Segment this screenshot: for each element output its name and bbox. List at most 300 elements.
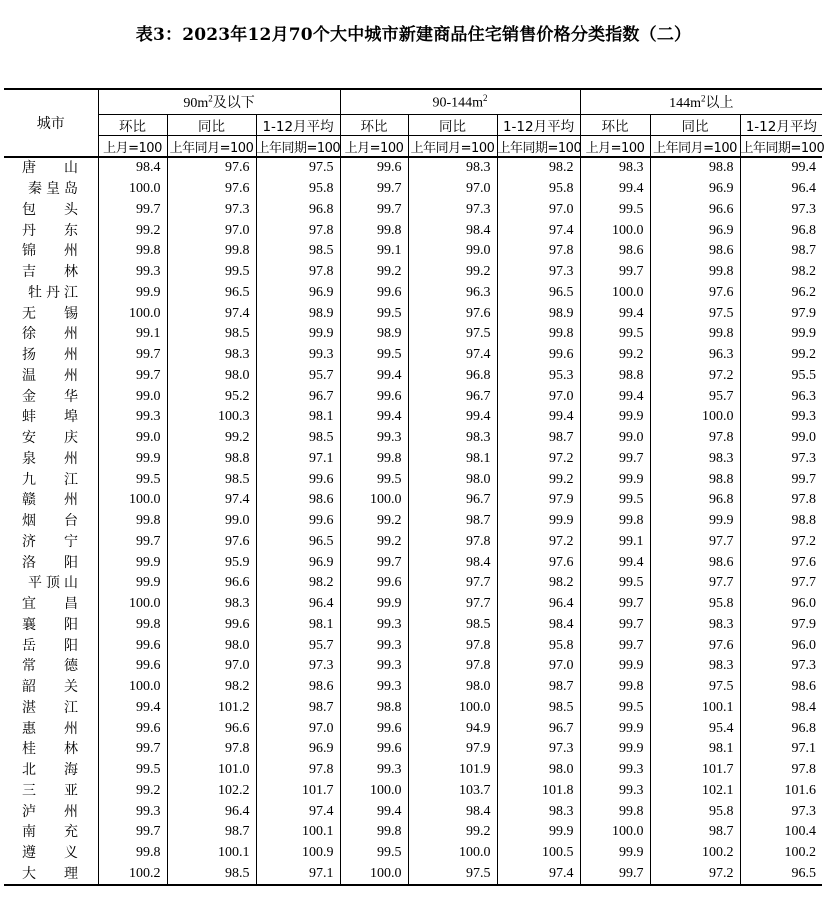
index-value-cell: 97.5 [650, 677, 740, 698]
index-value-cell: 99.2 [98, 220, 167, 241]
index-value-cell: 96.8 [740, 220, 822, 241]
index-value-cell: 97.0 [167, 656, 256, 677]
city-name: 牡丹江 [28, 284, 82, 301]
index-value-cell: 98.4 [408, 801, 497, 822]
index-value-cell: 94.9 [408, 718, 497, 739]
index-value-cell: 97.5 [256, 157, 340, 179]
index-value-cell: 98.2 [497, 157, 580, 179]
group-header-small: $90m^2$及以下 [98, 89, 340, 115]
city-name: 金 华 [22, 388, 78, 405]
index-value-cell: 97.6 [650, 635, 740, 656]
city-cell [4, 573, 98, 594]
index-value-cell: 95.8 [256, 179, 340, 200]
index-value-cell: 99.3 [580, 760, 650, 781]
index-value-cell: 99.3 [580, 781, 650, 802]
city-cell [4, 366, 98, 387]
index-value-cell: 99.5 [167, 262, 256, 283]
index-value-cell: 99.5 [98, 760, 167, 781]
index-value-cell: 99.7 [98, 200, 167, 221]
index-value-cell: 99.8 [98, 241, 167, 262]
base-header-avg: 上年同期=100 [497, 136, 580, 158]
city-cell [4, 220, 98, 241]
table-row [4, 345, 822, 366]
index-value-cell: 98.8 [650, 157, 740, 179]
group-header-medium: $90-144m^2$ [340, 89, 580, 115]
index-value-cell: 96.8 [740, 718, 822, 739]
index-value-cell: 98.1 [408, 449, 497, 470]
index-value-cell: 97.0 [256, 718, 340, 739]
table-row [4, 283, 822, 304]
base-header-avg: 上年同期=100 [256, 136, 340, 158]
index-value-cell: 97.7 [650, 573, 740, 594]
city-cell [4, 303, 98, 324]
city-name: 吉 林 [22, 264, 78, 281]
sub-header-mom: 环比 [580, 115, 650, 136]
city-cell [4, 532, 98, 553]
city-name: 蚌 埠 [22, 409, 78, 426]
index-value-cell: 99.7 [580, 449, 650, 470]
city-cell [4, 864, 98, 886]
table-row [4, 864, 822, 886]
index-value-cell: 97.5 [408, 864, 497, 886]
index-value-cell: 96.6 [167, 718, 256, 739]
city-cell [4, 843, 98, 864]
index-value-cell: 95.8 [497, 179, 580, 200]
index-value-cell: 97.3 [740, 449, 822, 470]
index-value-cell: 98.3 [497, 801, 580, 822]
city-name: 南 充 [22, 824, 78, 841]
index-value-cell: 98.0 [408, 677, 497, 698]
index-value-cell: 99.9 [98, 552, 167, 573]
index-value-cell: 99.6 [256, 469, 340, 490]
index-value-cell: 97.9 [740, 303, 822, 324]
city-cell [4, 241, 98, 262]
index-value-cell: 99.3 [98, 407, 167, 428]
index-value-cell: 98.8 [580, 366, 650, 387]
index-value-cell: 98.2 [497, 573, 580, 594]
index-value-cell: 97.0 [408, 179, 497, 200]
city-cell [4, 552, 98, 573]
city-name: 烟 台 [22, 513, 78, 530]
index-value-cell: 99.8 [340, 822, 408, 843]
index-value-cell: 96.4 [167, 801, 256, 822]
index-value-cell: 97.6 [740, 552, 822, 573]
index-value-cell: 99.5 [340, 469, 408, 490]
city-name: 遵 义 [22, 845, 78, 862]
table-row [4, 179, 822, 200]
index-value-cell: 98.1 [256, 615, 340, 636]
index-value-cell: 96.9 [650, 220, 740, 241]
base-header-mom: 上月=100 [98, 136, 167, 158]
table-row [4, 428, 822, 449]
index-value-cell: 96.8 [650, 490, 740, 511]
index-value-cell: 98.2 [167, 677, 256, 698]
sub-header-mom: 环比 [98, 115, 167, 136]
index-value-cell: 99.9 [98, 283, 167, 304]
index-value-cell: 99.9 [580, 739, 650, 760]
table-row [4, 718, 822, 739]
index-value-cell: 98.3 [650, 449, 740, 470]
city-name: 宜 昌 [22, 596, 78, 613]
index-value-cell: 99.2 [167, 428, 256, 449]
index-value-cell: 96.4 [256, 594, 340, 615]
index-value-cell: 96.9 [650, 179, 740, 200]
index-value-cell: 99.4 [580, 179, 650, 200]
sub-header-avg: 1-12月平均 [497, 115, 580, 136]
city-cell [4, 718, 98, 739]
index-value-cell: 98.5 [408, 615, 497, 636]
index-value-cell: 100.0 [580, 220, 650, 241]
city-cell [4, 635, 98, 656]
index-value-cell: 98.7 [167, 822, 256, 843]
index-value-cell: 98.6 [256, 677, 340, 698]
index-value-cell: 99.4 [580, 303, 650, 324]
index-value-cell: 96.7 [408, 490, 497, 511]
index-value-cell: 98.4 [408, 552, 497, 573]
index-value-cell: 99.2 [98, 781, 167, 802]
index-value-cell: 98.7 [256, 698, 340, 719]
city-cell [4, 449, 98, 470]
index-value-cell: 103.7 [408, 781, 497, 802]
index-value-cell: 99.5 [580, 200, 650, 221]
index-value-cell: 97.6 [167, 532, 256, 553]
index-value-cell: 95.9 [167, 552, 256, 573]
table-row [4, 781, 822, 802]
index-value-cell: 100.1 [167, 843, 256, 864]
index-value-cell: 99.6 [340, 573, 408, 594]
index-value-cell: 99.2 [497, 469, 580, 490]
city-name: 徐 州 [22, 326, 78, 343]
index-value-cell: 98.9 [340, 324, 408, 345]
index-value-cell: 98.4 [740, 698, 822, 719]
city-name: 洛 阳 [22, 554, 78, 571]
index-value-cell: 98.2 [256, 573, 340, 594]
index-value-cell: 98.4 [98, 157, 167, 179]
index-value-cell: 97.8 [408, 656, 497, 677]
index-value-cell: 99.7 [740, 469, 822, 490]
index-value-cell: 99.7 [340, 552, 408, 573]
index-value-cell: 96.7 [256, 386, 340, 407]
table-row [4, 220, 822, 241]
table-row [4, 469, 822, 490]
index-value-cell: 99.8 [580, 801, 650, 822]
index-value-cell: 99.5 [580, 573, 650, 594]
table-row [4, 449, 822, 470]
index-value-cell: 99.5 [340, 303, 408, 324]
index-value-cell: 98.5 [497, 698, 580, 719]
index-value-cell: 96.0 [740, 594, 822, 615]
index-value-cell: 99.3 [340, 615, 408, 636]
index-value-cell: 99.3 [340, 760, 408, 781]
index-value-cell: 99.7 [580, 635, 650, 656]
index-value-cell: 99.4 [340, 407, 408, 428]
index-value-cell: 97.0 [497, 656, 580, 677]
base-header-yoy: 上年同月=100 [167, 136, 256, 158]
base-header-avg: 上年同期=100 [740, 136, 822, 158]
index-value-cell: 99.9 [98, 573, 167, 594]
index-value-cell: 99.7 [98, 532, 167, 553]
index-value-cell: 99.2 [408, 822, 497, 843]
index-value-cell: 97.8 [650, 428, 740, 449]
index-value-cell: 98.7 [497, 428, 580, 449]
index-value-cell: 97.0 [497, 386, 580, 407]
table-row [4, 677, 822, 698]
index-value-cell: 98.7 [408, 511, 497, 532]
index-value-cell: 95.7 [256, 635, 340, 656]
index-value-cell: 98.3 [650, 656, 740, 677]
index-value-cell: 100.0 [340, 864, 408, 886]
index-value-cell: 97.5 [650, 303, 740, 324]
index-value-cell: 96.7 [497, 718, 580, 739]
base-header-mom: 上月=100 [580, 136, 650, 158]
index-value-cell: 97.9 [408, 739, 497, 760]
table-row [4, 303, 822, 324]
city-cell [4, 490, 98, 511]
index-value-cell: 98.6 [580, 241, 650, 262]
sub-header-mom: 环比 [340, 115, 408, 136]
index-value-cell: 98.3 [408, 428, 497, 449]
table-row [4, 532, 822, 553]
index-value-cell: 95.4 [650, 718, 740, 739]
index-value-cell: 99.4 [340, 366, 408, 387]
index-value-cell: 100.0 [408, 698, 497, 719]
city-name: 惠 州 [22, 720, 78, 737]
index-value-cell: 99.0 [408, 241, 497, 262]
index-value-cell: 99.6 [497, 345, 580, 366]
sub-header-avg: 1-12月平均 [256, 115, 340, 136]
sub-header-avg: 1-12月平均 [740, 115, 822, 136]
index-value-cell: 98.6 [740, 677, 822, 698]
index-value-cell: 100.0 [580, 822, 650, 843]
city-cell [4, 469, 98, 490]
table-row [4, 511, 822, 532]
index-value-cell: 99.7 [580, 864, 650, 886]
city-cell [4, 801, 98, 822]
index-value-cell: 100.0 [580, 283, 650, 304]
sub-header-yoy: 同比 [167, 115, 256, 136]
index-value-cell: 100.0 [98, 490, 167, 511]
base-header-mom: 上月=100 [340, 136, 408, 158]
index-value-cell: 100.3 [167, 407, 256, 428]
index-value-cell: 99.9 [340, 594, 408, 615]
city-name: 岳 阳 [22, 637, 78, 654]
index-value-cell: 96.9 [256, 552, 340, 573]
index-value-cell: 99.6 [340, 157, 408, 179]
index-value-cell: 100.0 [98, 303, 167, 324]
table-row [4, 386, 822, 407]
city-name: 无 锡 [22, 305, 78, 322]
index-value-cell: 97.8 [256, 220, 340, 241]
index-value-cell: 99.9 [650, 511, 740, 532]
index-value-cell: 97.7 [408, 573, 497, 594]
city-name: 九 江 [22, 471, 78, 488]
base-header-yoy: 上年同月=100 [650, 136, 740, 158]
index-value-cell: 97.1 [740, 739, 822, 760]
index-value-cell: 99.9 [740, 324, 822, 345]
index-value-cell: 99.8 [580, 511, 650, 532]
index-value-cell: 99.9 [497, 511, 580, 532]
index-value-cell: 98.8 [650, 469, 740, 490]
index-value-cell: 100.2 [740, 843, 822, 864]
city-name: 秦皇岛 [28, 181, 82, 198]
index-value-cell: 101.9 [408, 760, 497, 781]
sub-header-yoy: 同比 [408, 115, 497, 136]
city-name: 襄 阳 [22, 616, 78, 633]
index-value-cell: 95.8 [650, 594, 740, 615]
index-value-cell: 100.4 [740, 822, 822, 843]
table-row [4, 760, 822, 781]
index-value-cell: 99.4 [580, 552, 650, 573]
city-cell [4, 822, 98, 843]
index-value-cell: 99.2 [340, 532, 408, 553]
index-value-cell: 98.5 [167, 324, 256, 345]
index-value-cell: 96.4 [740, 179, 822, 200]
index-value-cell: 99.7 [340, 200, 408, 221]
table-row [4, 801, 822, 822]
table-row [4, 157, 822, 179]
index-value-cell: 99.4 [497, 407, 580, 428]
index-value-cell: 97.7 [650, 532, 740, 553]
table-row [4, 490, 822, 511]
table-row [4, 698, 822, 719]
index-value-cell: 100.0 [98, 179, 167, 200]
index-value-cell: 96.8 [408, 366, 497, 387]
index-value-cell: 96.9 [256, 283, 340, 304]
index-value-cell: 97.3 [740, 801, 822, 822]
index-value-cell: 95.5 [740, 366, 822, 387]
table-row [4, 552, 822, 573]
index-value-cell: 97.7 [408, 594, 497, 615]
city-cell [4, 615, 98, 636]
index-value-cell: 97.2 [497, 449, 580, 470]
index-value-cell: 99.8 [340, 449, 408, 470]
city-name: 常 德 [22, 658, 78, 675]
index-value-cell: 96.7 [408, 386, 497, 407]
index-value-cell: 99.6 [98, 656, 167, 677]
index-value-cell: 98.5 [256, 428, 340, 449]
index-value-cell: 99.8 [340, 220, 408, 241]
index-value-cell: 100.2 [650, 843, 740, 864]
index-value-cell: 97.6 [167, 179, 256, 200]
table-row [4, 241, 822, 262]
index-value-cell: 100.2 [98, 864, 167, 886]
city-name: 桂 林 [22, 741, 78, 758]
index-value-cell: 99.3 [740, 407, 822, 428]
city-name: 唐 山 [22, 160, 78, 177]
table-row [4, 594, 822, 615]
city-name: 韶 关 [22, 679, 78, 696]
index-value-cell: 99.9 [580, 407, 650, 428]
index-value-cell: 97.6 [408, 303, 497, 324]
index-value-cell: 99.7 [580, 262, 650, 283]
table-row [4, 573, 822, 594]
index-value-cell: 99.9 [497, 822, 580, 843]
index-value-cell: 99.5 [580, 698, 650, 719]
table-row [4, 615, 822, 636]
city-name: 安 庆 [22, 430, 78, 447]
city-column-header: 城市 [4, 89, 98, 157]
index-value-cell: 99.9 [98, 449, 167, 470]
city-cell [4, 781, 98, 802]
city-cell [4, 283, 98, 304]
index-value-cell: 95.8 [650, 801, 740, 822]
index-value-cell: 98.0 [408, 469, 497, 490]
index-value-cell: 102.2 [167, 781, 256, 802]
index-value-cell: 99.7 [98, 366, 167, 387]
table-row [4, 656, 822, 677]
index-value-cell: 99.3 [98, 262, 167, 283]
index-value-cell: 98.0 [497, 760, 580, 781]
index-value-cell: 101.8 [497, 781, 580, 802]
index-value-cell: 97.1 [256, 449, 340, 470]
city-name: 锦 州 [22, 243, 78, 260]
index-value-cell: 100.1 [650, 698, 740, 719]
city-name: 大 理 [22, 865, 78, 882]
index-value-cell: 95.3 [497, 366, 580, 387]
index-value-cell: 99.9 [580, 656, 650, 677]
city-cell [4, 179, 98, 200]
index-value-cell: 98.0 [167, 635, 256, 656]
index-value-cell: 99.7 [98, 739, 167, 760]
index-value-cell: 99.3 [340, 656, 408, 677]
index-value-cell: 100.1 [256, 822, 340, 843]
index-value-cell: 96.8 [256, 200, 340, 221]
index-value-cell: 97.9 [740, 615, 822, 636]
index-value-cell: 97.3 [740, 656, 822, 677]
index-value-cell: 98.8 [340, 698, 408, 719]
index-value-cell: 100.0 [98, 594, 167, 615]
index-value-cell: 98.4 [408, 220, 497, 241]
index-value-cell: 98.6 [256, 490, 340, 511]
index-value-cell: 99.5 [98, 469, 167, 490]
index-value-cell: 99.6 [98, 635, 167, 656]
index-value-cell: 99.8 [98, 615, 167, 636]
index-value-cell: 97.4 [167, 490, 256, 511]
index-value-cell: 97.8 [740, 490, 822, 511]
index-value-cell: 95.8 [497, 635, 580, 656]
index-value-cell: 98.1 [256, 407, 340, 428]
index-value-cell: 99.4 [98, 698, 167, 719]
index-value-cell: 99.4 [580, 386, 650, 407]
index-value-cell: 99.6 [340, 718, 408, 739]
index-value-cell: 97.8 [256, 262, 340, 283]
table-row [4, 200, 822, 221]
index-value-cell: 97.4 [497, 864, 580, 886]
city-cell [4, 345, 98, 366]
index-value-cell: 101.7 [256, 781, 340, 802]
city-name: 赣 州 [22, 492, 78, 509]
index-value-cell: 95.2 [167, 386, 256, 407]
base-header-yoy: 上年同月=100 [408, 136, 497, 158]
index-value-cell: 99.5 [340, 345, 408, 366]
index-value-cell: 98.4 [497, 615, 580, 636]
city-name: 三 亚 [22, 782, 78, 799]
table-row [4, 822, 822, 843]
index-value-cell: 96.0 [740, 635, 822, 656]
index-value-cell: 99.0 [98, 428, 167, 449]
index-value-cell: 97.8 [408, 635, 497, 656]
table-row [4, 324, 822, 345]
index-value-cell: 100.5 [497, 843, 580, 864]
table-row [4, 366, 822, 387]
index-value-cell: 97.6 [167, 157, 256, 179]
index-value-cell: 96.4 [497, 594, 580, 615]
index-value-cell: 99.0 [580, 428, 650, 449]
index-value-cell: 97.3 [497, 262, 580, 283]
index-value-cell: 98.5 [256, 241, 340, 262]
city-name: 包 头 [22, 201, 78, 218]
index-value-cell: 98.7 [740, 241, 822, 262]
